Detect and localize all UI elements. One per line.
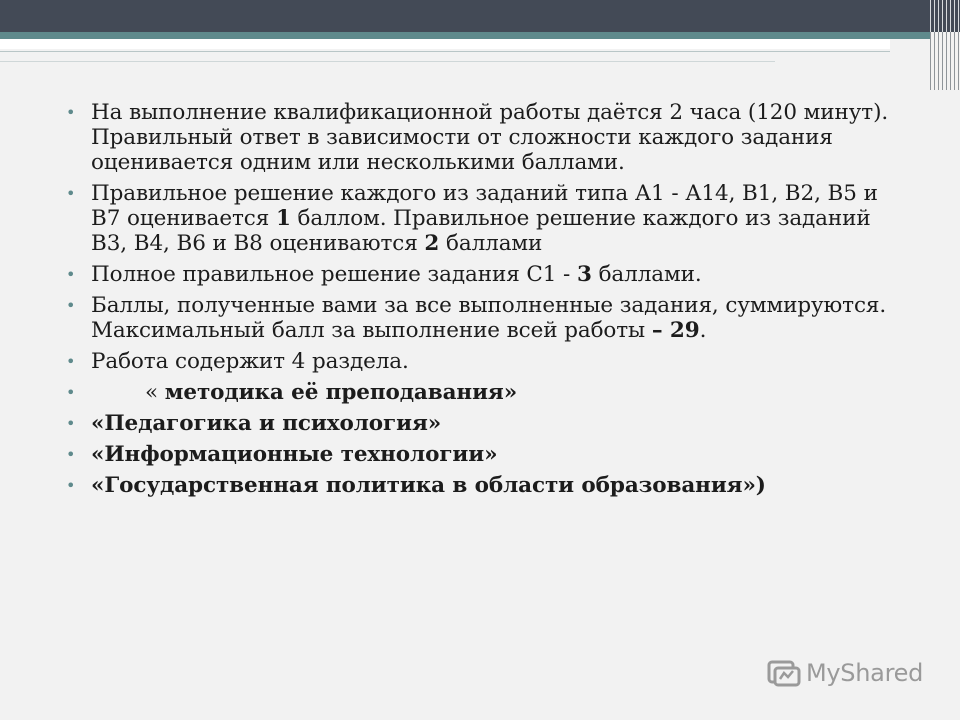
text-run: Полное правильное решение задания С1 - xyxy=(91,262,577,287)
bold-text: «Педагогика и психология» xyxy=(91,411,442,436)
bullet-dot-icon: • xyxy=(66,476,76,495)
myshared-logo-icon xyxy=(766,657,802,689)
bullet-item xyxy=(60,380,900,405)
bullet-list xyxy=(60,100,900,504)
bold-text: – 29 xyxy=(651,318,700,343)
text-run: . xyxy=(699,318,707,343)
accent-line xyxy=(0,32,930,39)
bold-text: «Информационные технологии» xyxy=(91,442,498,467)
text-run: Работа содержит 4 раздела. xyxy=(91,349,409,374)
bullet-item xyxy=(60,349,900,374)
text-run: « xyxy=(145,380,165,405)
bullet-item xyxy=(60,411,900,436)
bullet-item xyxy=(60,100,900,175)
bullet-dot-icon: • xyxy=(66,184,76,203)
header-band xyxy=(0,39,890,49)
bullet-dot-icon: • xyxy=(66,383,76,402)
bullet-dot-icon: • xyxy=(66,445,76,464)
bullet-item xyxy=(60,262,900,287)
bullet-dot-icon: • xyxy=(66,265,76,284)
bullet-item xyxy=(60,293,900,343)
watermark-text: MyShared xyxy=(806,659,924,687)
bold-text: «Государственная политика в области образования») xyxy=(91,473,766,498)
text-run: баллами. xyxy=(591,262,702,287)
divider-line xyxy=(0,51,890,52)
bold-text: методика её преподавания» xyxy=(164,380,518,405)
bold-text: 1 xyxy=(275,206,291,231)
bullet-item xyxy=(60,473,900,498)
bullet-dot-icon: • xyxy=(66,103,76,122)
text-run: Баллы, полученные вами за все выполненные задания, суммируются. Максимальный балл за выполнение всей работы xyxy=(91,293,887,343)
text-run: Правильное решение каждого из заданий типа А1 - А14, В1, В2, В5 и В7 оценивается xyxy=(91,181,878,231)
bullet-dot-icon: • xyxy=(66,414,76,433)
text-run: На выполнение квалификационной работы даётся 2 часа (120 минут). Правильный ответ в зависимости от сложности каждого задания оценивается одним или несколькими баллами. xyxy=(91,100,889,175)
watermark xyxy=(766,656,923,690)
bold-text: 3 xyxy=(576,262,592,287)
bold-text: 2 xyxy=(424,231,440,256)
bullet-dot-icon: • xyxy=(66,296,76,315)
bullet-dot-icon: • xyxy=(66,352,76,371)
bullet-item xyxy=(60,181,900,256)
divider-line-secondary xyxy=(0,61,775,62)
text-run: баллом. Правильное решение каждого из заданий В3, В4, В6 и В8 оцениваются xyxy=(91,206,871,256)
bullet-item xyxy=(60,442,900,467)
text-run: баллами xyxy=(439,231,543,256)
decorative-stripes-top xyxy=(930,0,960,32)
header-bar xyxy=(0,0,960,32)
